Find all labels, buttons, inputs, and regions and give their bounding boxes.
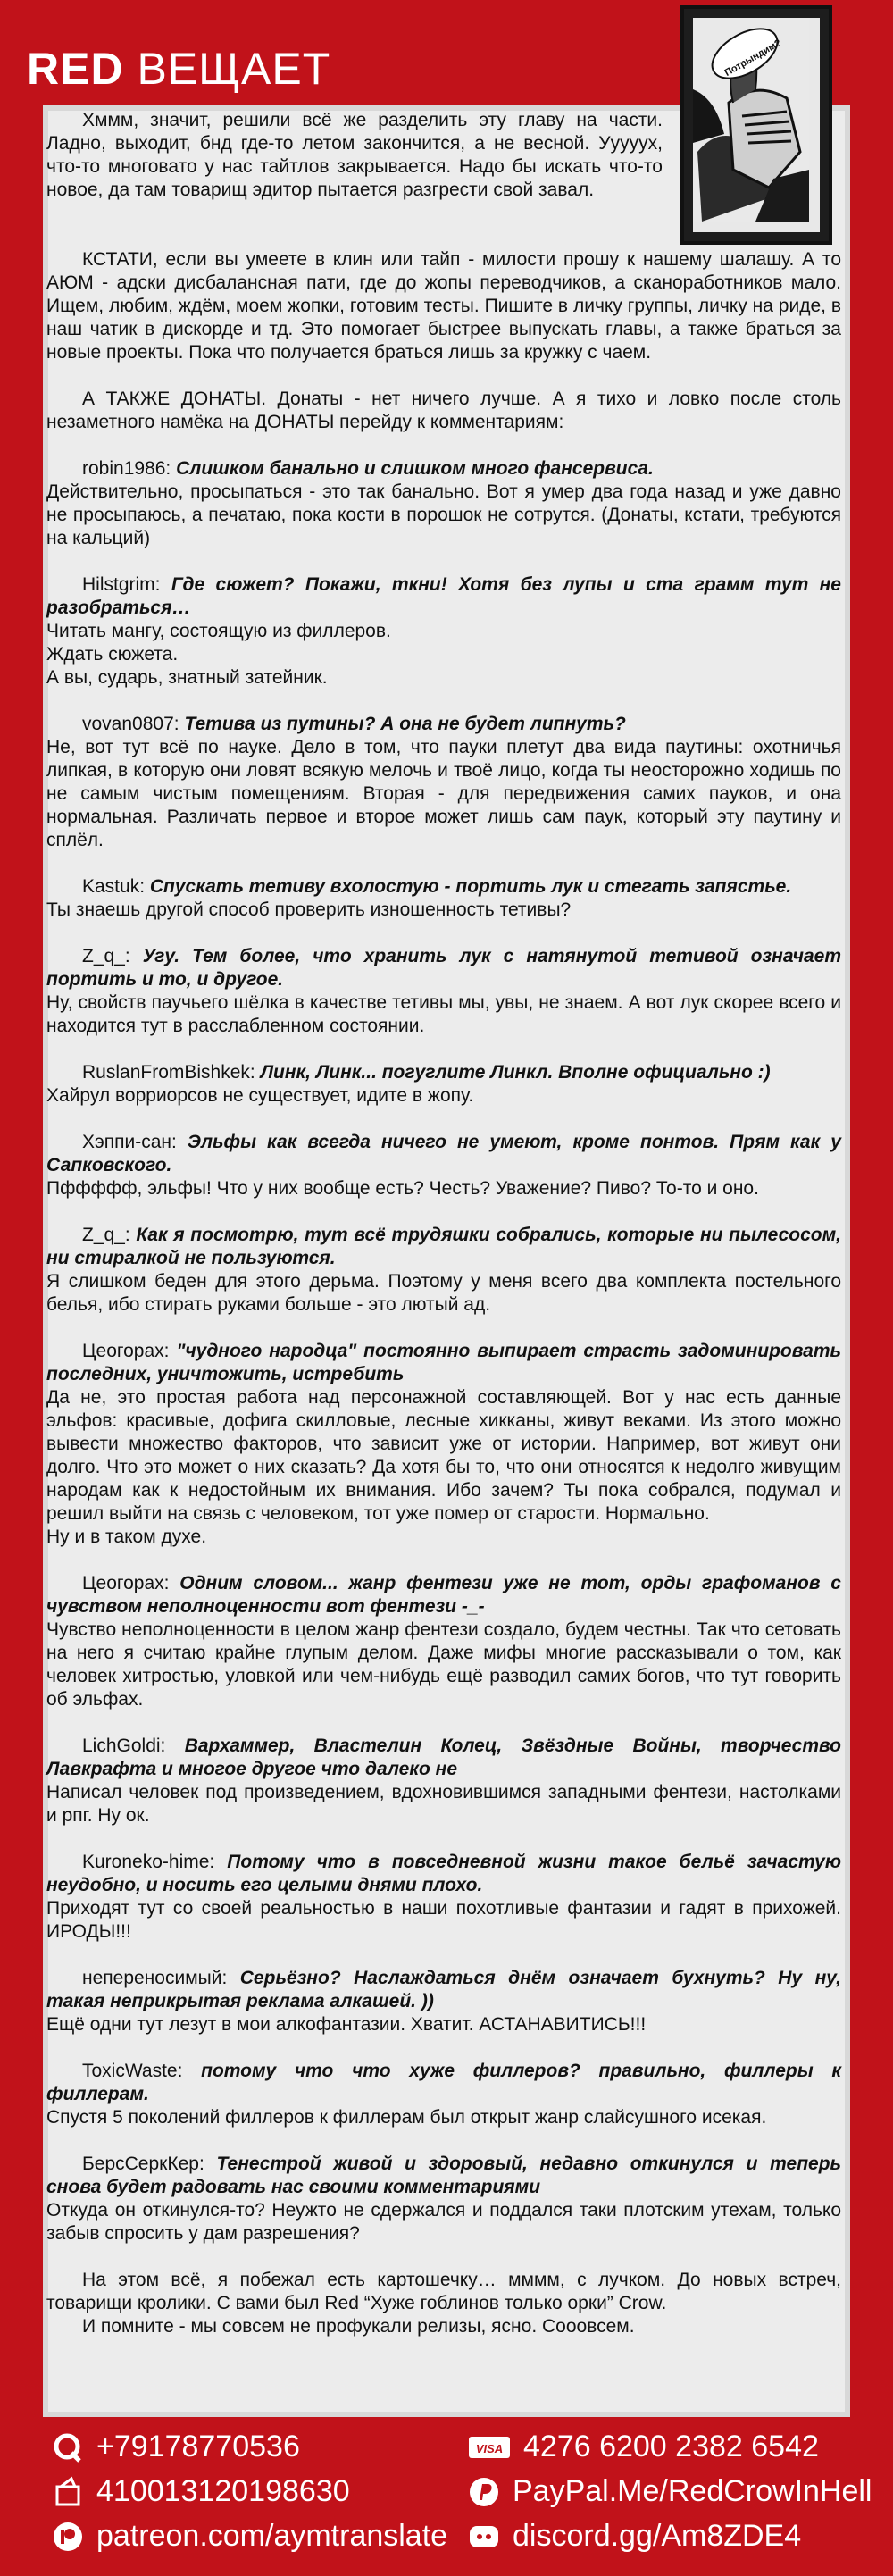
brand-rest: ВЕЩАЕТ <box>123 44 331 94</box>
qiwi-icon <box>52 2431 84 2463</box>
comment-username: Цеогорах: <box>82 1341 177 1361</box>
outro-paragraph: И помните - мы совсем не профукали релизы, ясно. Сооовсем. <box>82 2316 635 2337</box>
visa-icon <box>468 2431 511 2463</box>
comment-block <box>46 945 841 1038</box>
qiwi-row[interactable] <box>52 2430 300 2464</box>
comment-block <box>46 875 841 922</box>
yandex-row[interactable] <box>52 2474 350 2509</box>
comment-quote: Где сюжет? Покажи, ткни! Хотя без лупы и ста грамм тут не разобраться… <box>46 574 841 618</box>
comment-heading <box>46 1340 841 1386</box>
intro-paragraph: Хммм, значит, решили всё же разделить эту главу на части. Ладно, выходит, бнд где-то летом закончится, а не весной. Ууууух, что-то многовато у нас тайтлов закрывается. Надо бы искать что-то новое, да там товарищ эдитор пытается разгрести свой завал. <box>46 110 663 200</box>
comment-heading <box>46 573 841 620</box>
donate-block <box>46 388 841 434</box>
comment-heading <box>46 1967 841 2013</box>
reply-text: Да не, это простая работа над персонажной составляющей. Вот у нас есть данные эльфов: красивые, дофига скилловые, лесные хикканы, живут веками. Из этого можно вывести множество факторов, что зависит уже от истории. Например, вот живут они долго. Что это может о них сказать? Да хотя бы то, что они относятся к недолго живущим народам как к недостойным их внимания. Ибо зачем? Ты пока собрался, подумал и решил выйти на связь с человеком, тот уже помер от старости. Нормально. <box>46 1387 841 1524</box>
comment-username: Hilstgrim: <box>82 574 171 595</box>
patreon-link[interactable]: patreon.com/aymtranslate <box>96 2519 448 2553</box>
reply-text: Я слишком беден для этого дерьма. Поэтому у меня всего два комплекта постельного белья, ибо стирать руками больше - это лютый ад. <box>46 1271 841 1315</box>
page-title <box>27 43 330 95</box>
comment-block <box>46 1340 841 1549</box>
reply-text: Ну, свойств паучьего шёлка в качестве тетивы мы, увы, не знаем. А вот лук скорее всего и находится тут в расслабленном состоянии. <box>46 992 841 1036</box>
recruitment-block <box>46 248 841 364</box>
comment-username: LichGoldi: <box>82 1735 185 1756</box>
patreon-row[interactable] <box>52 2519 447 2554</box>
comment-quote: Серьёзно? Наслаждаться днём означает бухнуть? Ну ну, такая неприкрытая реклама алкашей. )) <box>46 1968 841 2011</box>
outro-block <box>46 2269 841 2338</box>
comment-quote: "чудного народца" постоянно выпирает страсть задоминировать последних, уничтожить, истребить <box>46 1341 841 1384</box>
comment-quote: Тенестрой живой и здоровый, недавно откинулся и теперь снова будет радовать нас своими комментариями <box>46 2154 841 2197</box>
comment-block <box>46 713 841 852</box>
visa-number: 4276 6200 2382 6542 <box>523 2430 819 2463</box>
brand-red: RED <box>27 44 124 94</box>
paypal-icon <box>468 2476 500 2508</box>
article <box>46 109 841 2362</box>
comments-list <box>46 457 841 2246</box>
reply-text: Приходят тут со своей реальностью в наши похотливые фантазии и гадят в прихожей. ИРОДЫ!!! <box>46 1898 841 1942</box>
comment-username: Z_q_: <box>82 1225 137 1245</box>
svg-text:VISA: VISA <box>475 2441 504 2455</box>
avatar-speech-text: Потрындим? <box>722 38 784 79</box>
comment-username: непереносимый: <box>82 1968 240 1988</box>
discord-row[interactable] <box>468 2519 801 2554</box>
comment-quote: потому что что хуже филлеров? правильно, филлеры к филлерам. <box>46 2061 842 2104</box>
comment-username: vovan0807: <box>82 714 185 734</box>
comment-heading <box>46 713 841 736</box>
footer <box>0 2417 893 2576</box>
intro-block <box>46 109 841 202</box>
comment-heading <box>46 2060 841 2106</box>
comment-quote: Слишком банально и слишком много фансервиса. <box>176 458 654 479</box>
comment-block <box>46 457 841 550</box>
reply-text: Спустя 5 поколений филлеров к филлерам был открыт жанр слайсушного исекая. <box>46 2107 767 2128</box>
comment-username: Хэппи-сан: <box>82 1132 188 1152</box>
comment-quote: Угу. Тем более, что хранить лук с натянутой тетивой означает портить и то, и другое. <box>46 946 841 990</box>
reply-text: Пффффф, эльфы! Что у них вообще есть? Честь? Уважение? Пиво? То-то и оно. <box>46 1178 759 1199</box>
reply-text: Действительно, просыпаться - это так банально. Вот я умер два года назад и уже давно не просыпаюсь, а печатаю, пока кости в порошок не сотрутся. (Донаты, кстати, требуются на кальций) <box>46 481 841 548</box>
reply-text: А вы, сударь, знатный затейник. <box>46 667 328 688</box>
paypal-link[interactable]: PayPal.Me/RedCrowInHell <box>513 2474 872 2508</box>
comment-block <box>46 1131 841 1200</box>
reply-text: Читать мангу, состоящую из филлеров. <box>46 621 391 641</box>
intro-paragraph: КСТАТИ, если вы умеете в клин или тайп - милости прошу к нашему шалашу. А то АЮМ - адски дисбалансная пати, где до жопы переводчиков, а сканоработников мало. Ищем, любим, ждём, моем жопки, готовим тесты. Пишите в личку группы, личку на риде, в наш чатик в дискорде и тд. Это помогает быстрее выпускать главы, а также браться за новые проекты. Пока что получается браться лишь за кружку с чаем. <box>46 249 841 363</box>
comment-block <box>46 573 841 690</box>
comment-quote: Вархаммер, Властелин Колец, Звёздные Войны, творчество Лавкрафта и многое другое что далеко не <box>46 1735 842 1779</box>
comment-username: ToxicWaste: <box>82 2061 202 2081</box>
comment-block <box>46 1224 841 1317</box>
comment-quote: Эльфы как всегда ничего не умеют, кроме понтов. Прям как у Сапковского. <box>46 1132 841 1175</box>
comment-username: Z_q_: <box>82 946 143 966</box>
reply-text: Ну и в таком духе. <box>46 1526 207 1547</box>
comment-block <box>46 2060 841 2129</box>
qiwi-number: +79178770536 <box>96 2430 300 2463</box>
comment-username: Цеогорах: <box>82 1573 180 1593</box>
reply-text: Чувство неполноценности в целом жанр фентези создало, будем честны. Так что сетовать на него я считаю крайне глупым делом. Даже мифы многие рассказывали о том, как человек хитростью, уловкой или чем-нибудь ещё разводил самих богов, что тут говорить об эльфах. <box>46 1619 841 1710</box>
comment-quote: Тетива из путины? А она не будет липнуть? <box>184 714 626 734</box>
comment-block <box>46 1735 841 1827</box>
reply-text: Не, вот тут всё по науке. Дело в том, что пауки плетут два вида паутины: охотничья липкая, в которую они ловят всякую мелочь и твоё лицо, когда ты неосторожно ходишь по не самым чистым помещениям. Вторая - для передвижения самих пауков, и она нормальная. Различать первое и второе может лишь сам паук, который эту паутину и сплёл. <box>46 737 841 850</box>
reply-text: Написал человек под произведением, вдохновившимся западными фентези, настолками и рпг. Ну ок. <box>46 1782 841 1826</box>
comment-block <box>46 1572 841 1711</box>
discord-icon <box>468 2521 500 2553</box>
comment-heading <box>46 457 841 481</box>
comment-username: Kastuk: <box>82 876 150 897</box>
reply-text: Ещё одни тут лезут в мои алкофантазии. Хватит. АСТАНАВИТИСЬ!!! <box>46 2014 647 2035</box>
reply-text: Ты знаешь другой способ проверить изношенность тетивы? <box>46 899 572 920</box>
outro-paragraph: На этом всё, я побежал есть картошечку… мммм, с лучком. До новых встреч, товарищи кролики. С вами был Red “Хуже гоблинов только орки” Crow. <box>46 2270 841 2313</box>
patreon-icon <box>52 2521 84 2553</box>
yandex-number: 410013120198630 <box>96 2474 350 2508</box>
comment-username: БерсСеркКер: <box>82 2154 217 2174</box>
comment-username: Kuroneko-hime: <box>82 1852 228 1872</box>
yandex-money-icon <box>52 2476 84 2508</box>
comment-block <box>46 1061 841 1108</box>
discord-link[interactable]: discord.gg/Am8ZDE4 <box>513 2519 802 2553</box>
comment-heading <box>46 1224 841 1270</box>
comment-quote: Одним словом... жанр фентези уже не тот, орды графоманов с чувством неполноценности вот фентези -_- <box>46 1573 841 1617</box>
comment-quote: Линк, Линк... погуглите Линкл. Вполне официально :) <box>260 1062 771 1083</box>
paypal-row[interactable] <box>468 2474 872 2509</box>
comment-heading <box>46 1572 841 1618</box>
comment-heading <box>46 2153 841 2199</box>
comment-quote: Спускать тетиву вхолостую - портить лук и стегать запястье. <box>149 876 792 897</box>
comment-heading <box>46 1061 841 1084</box>
comment-quote: Как я посмотрю, тут всё трудяшки собрались, которые ни пылесосом, ни стиралкой не пользуются. <box>46 1225 841 1268</box>
comment-heading <box>46 1735 841 1781</box>
comment-block <box>46 2153 841 2246</box>
reply-text: Хайрул ворриорсов не существует, идите в жопу. <box>46 1085 474 1106</box>
comment-username: robin1986: <box>82 458 177 479</box>
comment-username: RuslanFromBishkek: <box>82 1062 261 1083</box>
comment-heading <box>46 945 841 991</box>
comment-heading <box>46 875 841 899</box>
intro-paragraph: А ТАКЖЕ ДОНАТЫ. Донаты - нет ничего лучше. А я тихо и ловко после столь незаметного намёка на ДОНАТЫ перейду к комментариям: <box>46 389 841 432</box>
reply-text: Откуда он откинулся-то? Неужто не сдержался и поддался таки плотским утехам, только забыв спросить у дам разрешения? <box>46 2200 841 2244</box>
comment-heading <box>46 1131 841 1177</box>
comment-heading <box>46 1851 841 1897</box>
comment-quote: Потому что в повседневной жизни такое бельё зачастую неудобно, и носить его целыми днями плохо. <box>46 1852 842 1895</box>
comment-block <box>46 1851 841 1944</box>
comment-block <box>46 1967 841 2037</box>
reply-text: Ждать сюжета. <box>46 644 179 665</box>
visa-row[interactable] <box>468 2430 819 2464</box>
